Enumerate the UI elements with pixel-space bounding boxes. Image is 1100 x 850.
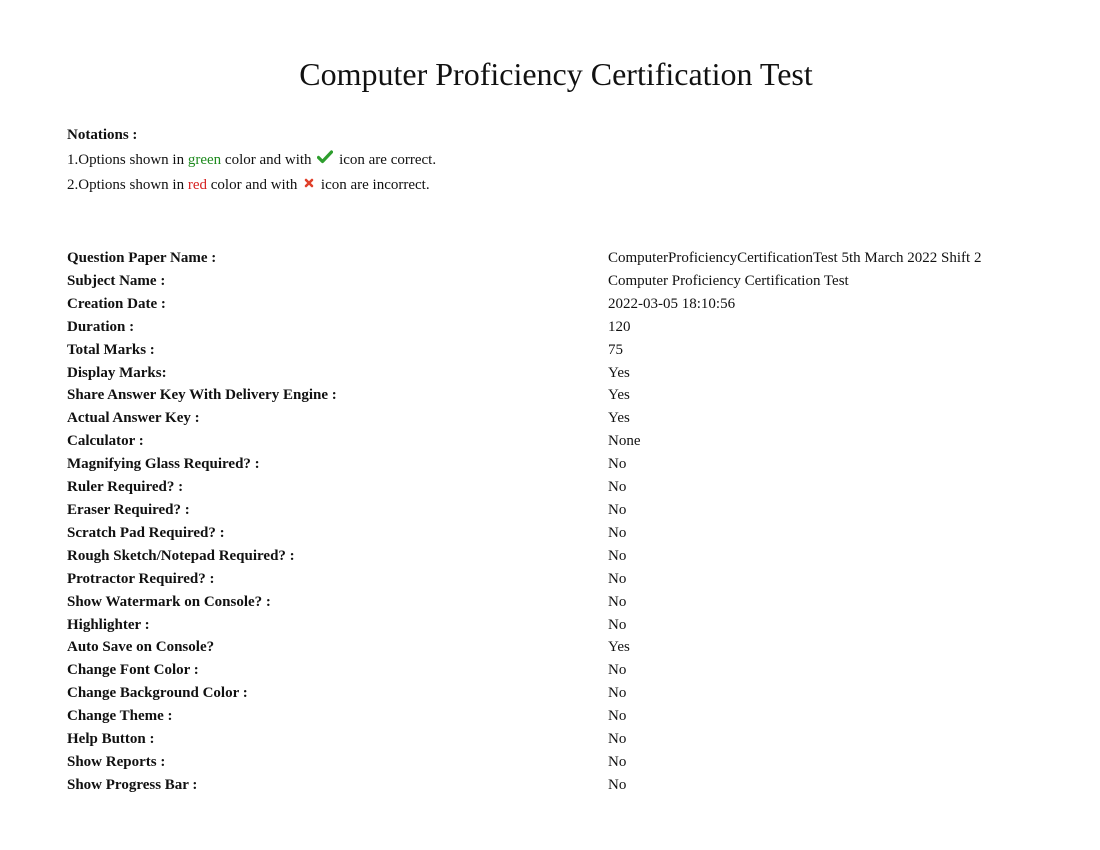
detail-value: No (608, 731, 627, 748)
detail-label: Share Answer Key With Delivery Engine : (67, 387, 337, 404)
notation-correct-prefix: 1.Options shown in (67, 152, 188, 168)
detail-label: Calculator : (67, 433, 144, 450)
detail-value: No (608, 662, 627, 679)
detail-row (67, 430, 981, 453)
detail-value: No (608, 456, 627, 473)
detail-label: Ruler Required? : (67, 479, 184, 496)
detail-value: 2022-03-05 18:10:56 (608, 295, 736, 312)
detail-label: Question Paper Name : (67, 250, 217, 266)
detail-row (67, 499, 981, 522)
detail-label: Change Font Color : (67, 662, 199, 679)
detail-value: Yes (608, 639, 630, 656)
detail-label: Show Watermark on Console? : (67, 593, 271, 610)
detail-label: Show Reports : (67, 753, 166, 770)
notation-incorrect-prefix: 2.Options shown in (67, 177, 188, 194)
detail-value: No (608, 593, 627, 610)
detail-value: 75 (608, 341, 623, 358)
detail-label: Scratch Pad Required? : (67, 524, 225, 541)
detail-label: Show Progress Bar : (67, 776, 198, 793)
paper-details-table (67, 247, 981, 797)
detail-row (67, 614, 981, 637)
notations-heading: Notations : (67, 127, 138, 143)
detail-label: Creation Date : (67, 295, 166, 312)
detail-row (67, 682, 981, 705)
notations-section (67, 123, 436, 198)
detail-row (67, 545, 981, 568)
detail-label: Eraser Required? : (67, 501, 190, 518)
detail-row (67, 522, 981, 545)
detail-row (67, 728, 981, 751)
detail-row (67, 636, 981, 659)
detail-row (67, 751, 981, 774)
detail-row (67, 270, 981, 293)
detail-value: No (608, 479, 627, 496)
detail-row (67, 362, 981, 385)
detail-row (67, 339, 981, 362)
notation-correct-color-word: green (187, 152, 222, 168)
detail-row (67, 568, 981, 591)
detail-row (67, 774, 981, 797)
detail-value: No (608, 685, 627, 702)
detail-row (67, 247, 981, 270)
notation-incorrect-middle: color and with (207, 177, 302, 194)
notation-incorrect-color-word: red (187, 177, 207, 194)
detail-label: Display Marks: (67, 364, 167, 381)
detail-label: Change Background Color : (67, 685, 248, 702)
detail-label: Rough Sketch/Notepad Required? : (67, 547, 295, 564)
detail-label: Magnifying Glass Required? : (67, 456, 260, 473)
notation-correct-suffix: icon are correct. (335, 152, 437, 168)
detail-row (67, 407, 981, 430)
detail-label: Total Marks : (67, 341, 155, 358)
detail-row (67, 293, 981, 316)
page-title: Computer Proficiency Certification Test (299, 56, 813, 92)
detail-row (67, 476, 981, 499)
detail-row (67, 453, 981, 476)
notation-incorrect (67, 173, 436, 198)
detail-row (67, 316, 981, 339)
notation-incorrect-suffix: icon are incorrect. (317, 177, 430, 194)
detail-label: Actual Answer Key : (67, 410, 200, 427)
detail-value: Yes (608, 387, 630, 404)
detail-value: No (608, 753, 627, 770)
detail-value: No (608, 616, 627, 633)
notation-correct-middle: color and with (221, 152, 316, 168)
detail-value: No (608, 547, 627, 564)
detail-value: No (608, 570, 627, 587)
detail-value: 120 (608, 318, 631, 335)
detail-value: Computer Proficiency Certification Test (608, 272, 849, 289)
cross-icon (303, 173, 315, 198)
detail-value: Yes (608, 364, 630, 381)
detail-value: Yes (608, 410, 630, 427)
detail-row (67, 659, 981, 682)
detail-value: No (608, 708, 627, 725)
detail-value: No (608, 776, 627, 793)
detail-label: Highlighter : (67, 616, 150, 633)
detail-value: No (608, 524, 627, 541)
detail-row (67, 384, 981, 407)
detail-row (67, 591, 981, 614)
check-icon (317, 148, 333, 173)
paper-details-body (67, 247, 981, 797)
detail-label: Help Button : (67, 731, 155, 748)
detail-label: Change Theme : (67, 708, 173, 725)
detail-label: Subject Name : (67, 272, 166, 289)
detail-value: None (608, 433, 641, 450)
detail-label: Auto Save on Console? (67, 639, 215, 656)
detail-value: No (608, 501, 627, 518)
detail-label: Duration : (67, 318, 135, 335)
detail-row (67, 705, 981, 728)
notation-correct (67, 148, 436, 173)
detail-value: ComputerProficiencyCertificationTest 5th March 2022 Shift 2 (608, 250, 982, 266)
detail-label: Protractor Required? : (67, 570, 215, 587)
